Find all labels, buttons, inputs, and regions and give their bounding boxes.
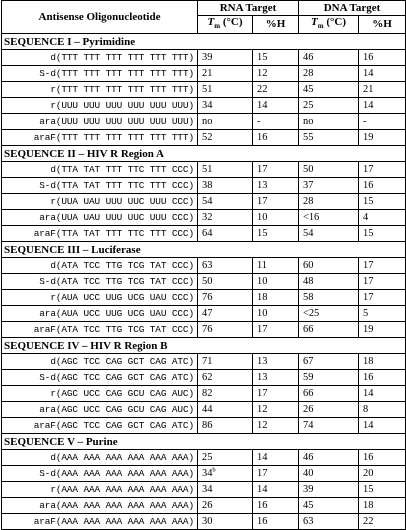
section-title: SEQUENCE I – Pyrimidine xyxy=(2,34,406,50)
rna-h-cell: 17 xyxy=(253,162,299,178)
sequence-cell: S-d(ATA TCC TTG TCG TAT CCC) xyxy=(2,274,198,290)
rna-h-cell: 17 xyxy=(253,466,299,482)
dna-h-cell: 16 xyxy=(359,450,406,466)
dna-tm-cell: 46 xyxy=(299,450,359,466)
oligonucleotide-table xyxy=(1,0,406,530)
rna-h-cell: 10 xyxy=(253,306,299,322)
dna-h-cell: 15 xyxy=(359,482,406,498)
table-row xyxy=(2,306,406,322)
rna-tm-cell: 32 xyxy=(198,210,253,226)
section-header xyxy=(2,146,406,162)
table-row xyxy=(2,66,406,82)
rna-h-cell: 16 xyxy=(253,514,299,530)
rna-tm-cell: 50 xyxy=(198,274,253,290)
rna-h-cell: 17 xyxy=(253,386,299,402)
dna-h-cell: 17 xyxy=(359,274,406,290)
header-dna-h: %H xyxy=(359,16,406,34)
table-row xyxy=(2,50,406,66)
dna-tm-cell: 37 xyxy=(299,178,359,194)
dna-h-cell: 15 xyxy=(359,194,406,210)
sequence-cell: d(AGC TCC CAG GCT CAG ATC) xyxy=(2,354,198,370)
table-row xyxy=(2,290,406,306)
dna-tm-cell: no xyxy=(299,114,359,130)
rna-tm-cell: 86 xyxy=(198,418,253,434)
sequence-cell: S-d(TTT TTT TTT TTT TTT TTT) xyxy=(2,66,198,82)
table-row xyxy=(2,354,406,370)
dna-h-cell: 17 xyxy=(359,162,406,178)
rna-tm-cell: 76 xyxy=(198,290,253,306)
dna-tm-cell: 67 xyxy=(299,354,359,370)
dna-h-cell: 15 xyxy=(359,226,406,242)
sequence-cell: araF(TTT TTT TTT TTT TTT TTT) xyxy=(2,130,198,146)
dna-tm-cell: 66 xyxy=(299,386,359,402)
rna-tm-cell: 30 xyxy=(198,514,253,530)
dna-h-cell: 14 xyxy=(359,66,406,82)
rna-h-cell: 14 xyxy=(253,98,299,114)
header-oligo: Antisense Oligonucleotide xyxy=(2,1,198,34)
dna-tm-cell: 50 xyxy=(299,162,359,178)
footnote-marker: b xyxy=(212,466,216,474)
section-header xyxy=(2,338,406,354)
table-row xyxy=(2,370,406,386)
rna-h-cell: 15 xyxy=(253,50,299,66)
table-row xyxy=(2,514,406,530)
dna-h-cell: 14 xyxy=(359,386,406,402)
table-row xyxy=(2,450,406,466)
rna-h-cell: 13 xyxy=(253,354,299,370)
section-header xyxy=(2,434,406,450)
section-title: SEQUENCE V – Purine xyxy=(2,434,406,450)
rna-h-cell: 15 xyxy=(253,226,299,242)
table-row xyxy=(2,162,406,178)
rna-h-cell: 17 xyxy=(253,194,299,210)
sequence-cell: araF(ATA TCC TTG TCG TAT CCC) xyxy=(2,322,198,338)
dna-h-cell: 17 xyxy=(359,258,406,274)
rna-tm-cell: 71 xyxy=(198,354,253,370)
header-dna-target: DNA Target xyxy=(299,1,406,16)
rna-tm-cell: 76 xyxy=(198,322,253,338)
dna-h-cell: 19 xyxy=(359,322,406,338)
header-row xyxy=(2,1,406,16)
rna-h-cell: - xyxy=(253,114,299,130)
table-row xyxy=(2,98,406,114)
header-dna-tm: $T_m$ (°C) xyxy=(299,16,359,34)
dna-tm-cell: 45 xyxy=(299,82,359,98)
dna-h-cell: 16 xyxy=(359,50,406,66)
sequence-cell: S-d(AAA AAA AAA AAA AAA AAA) xyxy=(2,466,198,482)
table-row xyxy=(2,194,406,210)
dna-h-cell: 19 xyxy=(359,130,406,146)
rna-h-cell: 12 xyxy=(253,66,299,82)
sequence-cell: r(AGC UCC CAG GCU CAG AUC) xyxy=(2,386,198,402)
rna-h-cell: 13 xyxy=(253,178,299,194)
sequence-cell: ara(AGC UCC CAG GCU CAG AUC) xyxy=(2,402,198,418)
rna-tm-cell: 82 xyxy=(198,386,253,402)
dna-tm-cell: 58 xyxy=(299,290,359,306)
rna-h-cell: 12 xyxy=(253,402,299,418)
dna-tm-cell: 48 xyxy=(299,274,359,290)
rna-tm-cell: 51 xyxy=(198,162,253,178)
header-rna-tm: $T_m$ (°C) xyxy=(198,16,253,34)
dna-h-cell: 14 xyxy=(359,98,406,114)
rna-h-cell: 16 xyxy=(253,130,299,146)
sequence-cell: S-d(AGC TCC CAG GCT CAG ATC) xyxy=(2,370,198,386)
dna-h-cell: 20 xyxy=(359,466,406,482)
table-row xyxy=(2,482,406,498)
rna-tm-cell: 39 xyxy=(198,50,253,66)
rna-tm-cell: 34 xyxy=(198,98,253,114)
rna-h-cell: 17 xyxy=(253,322,299,338)
table-row xyxy=(2,498,406,514)
rna-tm-cell: 34$^b$ xyxy=(198,466,253,482)
table-row xyxy=(2,226,406,242)
sequence-cell: araF(AGC TCC CAG GCT CAG ATC) xyxy=(2,418,198,434)
section-title: SEQUENCE IV – HIV R Region B xyxy=(2,338,406,354)
sequence-cell: ara(UUU UUU UUU UUU UUU UUU) xyxy=(2,114,198,130)
rna-tm-cell: 25 xyxy=(198,450,253,466)
dna-tm-cell: 40 xyxy=(299,466,359,482)
dna-h-cell: 16 xyxy=(359,370,406,386)
sequence-cell: araF(TTA TAT TTT TTC TTT CCC) xyxy=(2,226,198,242)
table-row xyxy=(2,82,406,98)
dna-tm-cell: 28 xyxy=(299,66,359,82)
dna-tm-cell: <16 xyxy=(299,210,359,226)
rna-h-cell: 14 xyxy=(253,450,299,466)
dna-tm-cell: 25 xyxy=(299,98,359,114)
header-rna-target: RNA Target xyxy=(198,1,299,16)
dna-tm-cell: 60 xyxy=(299,258,359,274)
table-row xyxy=(2,178,406,194)
rna-tm-cell: 62 xyxy=(198,370,253,386)
rna-tm-cell: 47 xyxy=(198,306,253,322)
dna-h-cell: - xyxy=(359,114,406,130)
dna-tm-cell: 45 xyxy=(299,498,359,514)
rna-h-cell: 14 xyxy=(253,482,299,498)
sequence-cell: r(TTT TTT TTT TTT TTT TTT) xyxy=(2,82,198,98)
dna-tm-cell: 66 xyxy=(299,322,359,338)
sequence-cell: araF(AAA AAA AAA AAA AAA AAA) xyxy=(2,514,198,530)
sequence-cell: d(ATA TCC TTG TCG TAT CCC) xyxy=(2,258,198,274)
sequence-cell: S-d(TTA TAT TTT TTC TTT CCC) xyxy=(2,178,198,194)
sequence-cell: d(AAA AAA AAA AAA AAA AAA) xyxy=(2,450,198,466)
table-row xyxy=(2,386,406,402)
rna-h-cell: 11 xyxy=(253,258,299,274)
table-row xyxy=(2,402,406,418)
sequence-cell: ara(AAA AAA AAA AAA AAA AAA) xyxy=(2,498,198,514)
dna-tm-cell: 74 xyxy=(299,418,359,434)
dna-h-cell: 14 xyxy=(359,418,406,434)
rna-h-cell: 10 xyxy=(253,274,299,290)
dna-tm-cell: 54 xyxy=(299,226,359,242)
dna-h-cell: 18 xyxy=(359,354,406,370)
dna-h-cell: 17 xyxy=(359,290,406,306)
dna-h-cell: 4 xyxy=(359,210,406,226)
dna-h-cell: 21 xyxy=(359,82,406,98)
dna-tm-cell: 63 xyxy=(299,514,359,530)
rna-tm-cell: 54 xyxy=(198,194,253,210)
dna-tm-cell: 39 xyxy=(299,482,359,498)
table-row xyxy=(2,114,406,130)
sequence-cell: r(UUA UAU UUU UUC UUU CCC) xyxy=(2,194,198,210)
rna-tm-cell: 52 xyxy=(198,130,253,146)
dna-h-cell: 8 xyxy=(359,402,406,418)
sequence-cell: r(AAA AAA AAA AAA AAA AAA) xyxy=(2,482,198,498)
dna-tm-cell: 59 xyxy=(299,370,359,386)
dna-tm-cell: 46 xyxy=(299,50,359,66)
rna-h-cell: 13 xyxy=(253,370,299,386)
sequence-cell: d(TTA TAT TTT TTC TTT CCC) xyxy=(2,162,198,178)
dna-tm-cell: 28 xyxy=(299,194,359,210)
dna-h-cell: 16 xyxy=(359,178,406,194)
rna-tm-cell: 64 xyxy=(198,226,253,242)
section-title: SEQUENCE III – Luciferase xyxy=(2,242,406,258)
sequence-cell: r(AUA UCC UUG UCG UAU CCC) xyxy=(2,290,198,306)
table-row xyxy=(2,274,406,290)
rna-tm-cell: 51 xyxy=(198,82,253,98)
section-title: SEQUENCE II – HIV R Region A xyxy=(2,146,406,162)
dna-h-cell: 22 xyxy=(359,514,406,530)
dna-h-cell: 5 xyxy=(359,306,406,322)
dna-tm-cell: 55 xyxy=(299,130,359,146)
table-row xyxy=(2,418,406,434)
dna-h-cell: 18 xyxy=(359,498,406,514)
dna-tm-cell: 26 xyxy=(299,402,359,418)
section-header xyxy=(2,34,406,50)
sequence-cell: r(UUU UUU UUU UUU UUU UUU) xyxy=(2,98,198,114)
header-rna-h: %H xyxy=(253,16,299,34)
rna-tm-cell: 63 xyxy=(198,258,253,274)
sequence-cell: ara(AUA UCC UUG UCG UAU CCC) xyxy=(2,306,198,322)
sequence-cell: ara(UUA UAU UUU UUC UUU CCC) xyxy=(2,210,198,226)
rna-tm-cell: 26 xyxy=(198,498,253,514)
table-row xyxy=(2,258,406,274)
rna-h-cell: 18 xyxy=(253,290,299,306)
rna-tm-cell: 38 xyxy=(198,178,253,194)
table-row xyxy=(2,322,406,338)
table-row xyxy=(2,130,406,146)
section-header xyxy=(2,242,406,258)
rna-h-cell: 12 xyxy=(253,418,299,434)
rna-tm-cell: no xyxy=(198,114,253,130)
sequence-cell: d(TTT TTT TTT TTT TTT TTT) xyxy=(2,50,198,66)
rna-tm-cell: 21 xyxy=(198,66,253,82)
dna-tm-cell: <25 xyxy=(299,306,359,322)
rna-h-cell: 22 xyxy=(253,82,299,98)
rna-tm-cell: 44 xyxy=(198,402,253,418)
rna-h-cell: 16 xyxy=(253,498,299,514)
rna-h-cell: 10 xyxy=(253,210,299,226)
rna-tm-cell: 34 xyxy=(198,482,253,498)
table-row xyxy=(2,210,406,226)
